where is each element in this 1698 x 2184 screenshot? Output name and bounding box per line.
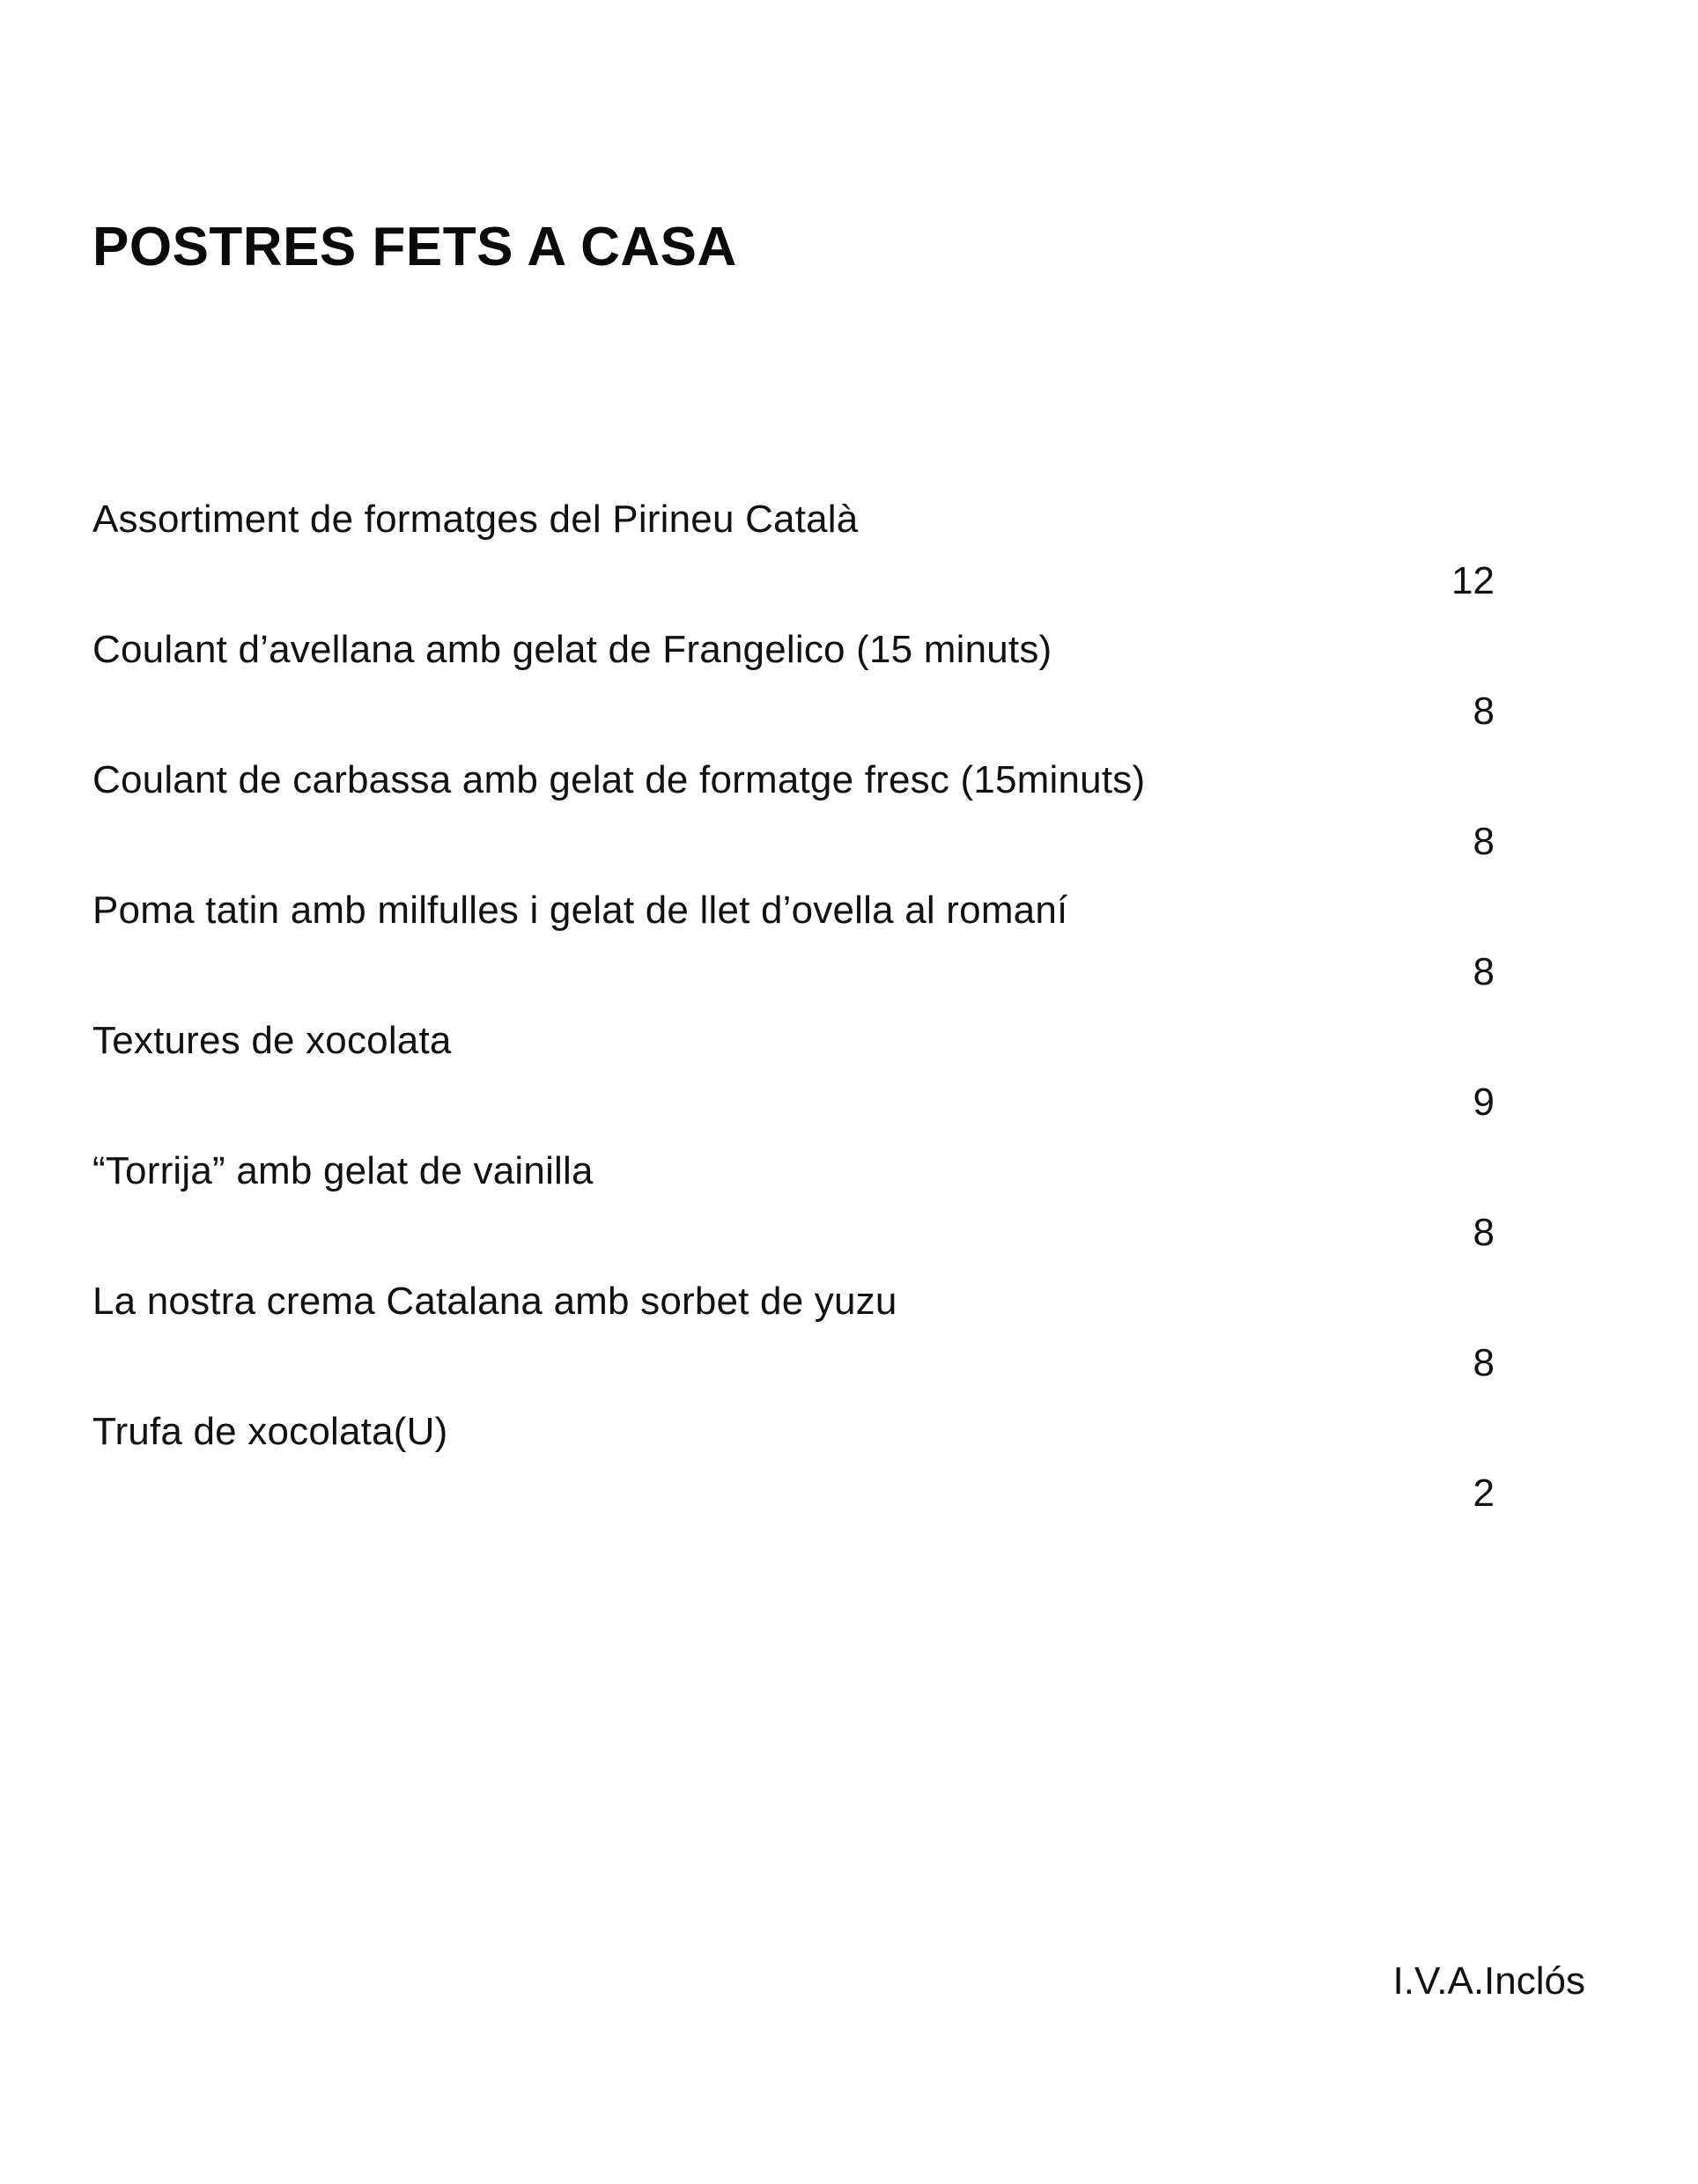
list-item [92, 889, 1607, 1019]
menu-item-price: 8 [1473, 820, 1495, 863]
menu-item-name: “Torrija” amb gelat de vainilla [92, 1149, 594, 1192]
list-item [92, 1149, 1607, 1280]
list-item [92, 498, 1607, 628]
menu-item-price: 9 [1473, 1081, 1495, 1124]
menu-item-name: Trufa de xocolata(U) [92, 1410, 448, 1453]
menu-item-name: Assortiment de formatges del Pirineu Català [92, 498, 859, 541]
menu-item-price: 2 [1473, 1472, 1495, 1515]
list-item [92, 758, 1607, 889]
menu-item-name: Textures de xocolata [92, 1019, 452, 1062]
menu-item-price: 12 [1451, 559, 1495, 602]
menu-item-price: 8 [1473, 690, 1495, 733]
list-item [92, 1019, 1607, 1149]
page-title: POSTRES FETS A CASA [92, 217, 737, 277]
list-item [92, 628, 1607, 758]
menu-item-price: 8 [1473, 950, 1495, 993]
menu-item-price: 8 [1473, 1341, 1495, 1384]
menu-item-list [92, 498, 1607, 1540]
menu-item-name: La nostra crema Catalana amb sorbet de yuzu [92, 1280, 897, 1323]
tax-included-note: I.V.A.Inclós [1392, 1959, 1585, 2003]
menu-item-price: 8 [1473, 1211, 1495, 1254]
menu-item-name: Poma tatin amb milfulles i gelat de llet d’ovella al romaní [92, 889, 1068, 932]
menu-item-name: Coulant d’avellana amb gelat de Frangelico (15 minuts) [92, 628, 1052, 671]
list-item [92, 1280, 1607, 1410]
menu-item-name: Coulant de carbassa amb gelat de formatge fresc (15minuts) [92, 758, 1146, 801]
list-item [92, 1410, 1607, 1540]
